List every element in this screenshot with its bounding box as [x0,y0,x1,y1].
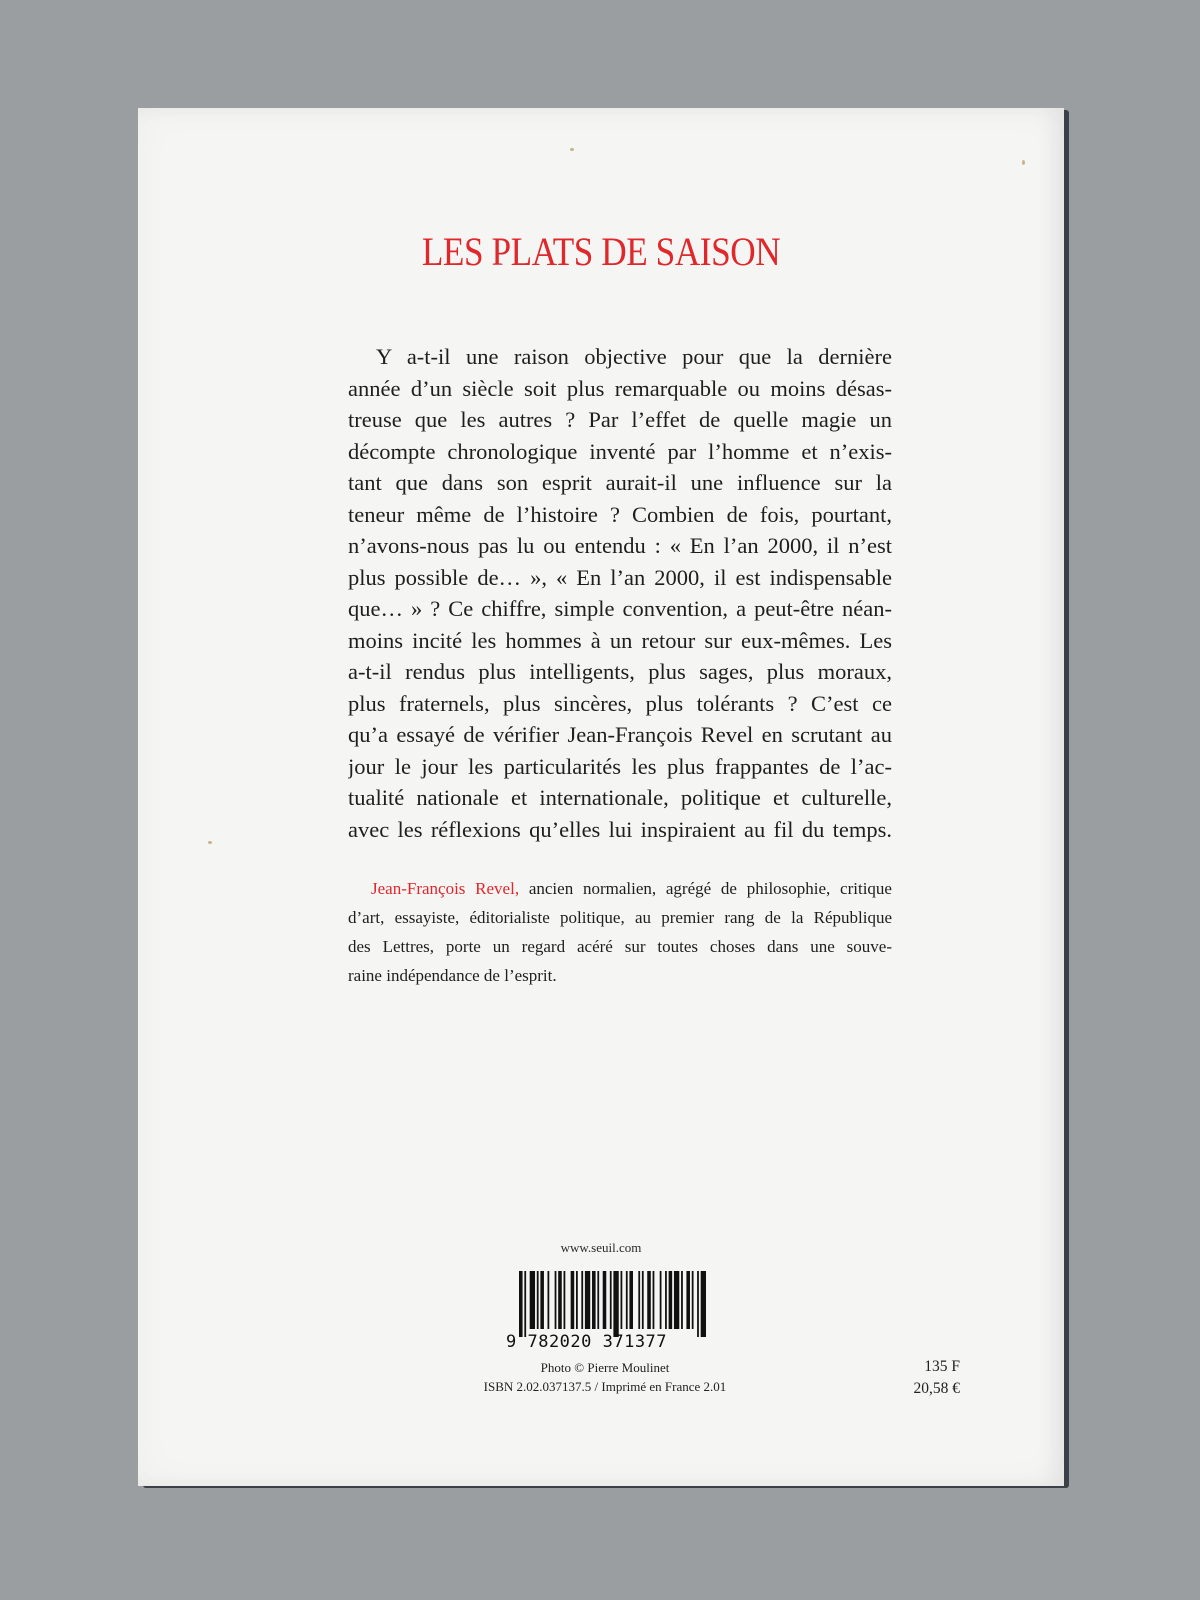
barcode-bar [524,1271,526,1337]
bio-line: des Lettres, porte un regard acéré sur toutes choses dans une souve- [348,937,892,956]
bio-line: d’art, essayiste, éditorialiste politique, au premier rang de la République [348,908,892,927]
barcode-bar [571,1271,575,1329]
paper-speck [208,841,212,844]
barcode-bar [697,1271,699,1337]
blurb-line: tant que dans son esprit aurait-il une influence sur la [348,470,892,495]
blurb-line: plus possible de… », « En l’an 2000, il est indispensable [348,564,892,590]
author-name: Jean-François Revel, [371,879,520,898]
blurb-line: qu’a essayé de vérifier Jean-François Revel en scrutant au [348,722,892,747]
barcode-bar [558,1271,562,1329]
book-back-cover [138,108,1064,1486]
barcode-bar [564,1271,566,1329]
barcode-bar [537,1271,539,1329]
barcode-bar [681,1271,683,1329]
blurb-line: plus fraternels, plus sincères, plus tolérants ? C’est ce [348,690,892,716]
barcode-bar [626,1271,628,1329]
publisher-website: www.seuil.com [560,1240,642,1255]
barcode-bar [621,1271,623,1329]
barcode-bar [547,1271,549,1329]
blurb-paragraph [348,341,892,845]
blurb-line: avec les réflexions qu’elles lui inspiraient au fil du temps. [348,816,892,842]
blurb-line: Y a-t-il une raison objective pour que la dernière [376,344,892,369]
author-bio [348,874,892,990]
price-block [890,1356,960,1400]
photo-credit: Photo © Pierre Moulinet [540,1360,670,1375]
barcode-bar [603,1271,607,1329]
blurb-line: que… » ? Ce chiffre, simple convention, a peut-être néan- [348,596,892,621]
barcode [506,1271,708,1352]
blurb-line: décompte chronologique inventé par l’homme et n’exis- [348,438,892,464]
barcode-bar [592,1271,596,1329]
barcode-bar [597,1271,599,1329]
barcode-bar [530,1271,535,1329]
barcode-bar [665,1271,667,1329]
bio-line: raine indépendance de l’esprit. [348,966,557,985]
book-title: LES PLATS DE SAISON [421,229,781,274]
barcode-number: 9 782020 371377 [506,1332,668,1352]
paper-speck [570,148,574,151]
blurb-line: moins incité les hommes à un retour sur eux-mêmes. Les [348,627,892,653]
blurb-line: n’avons-nous pas lu ou entendu : « En l’an 2000, il n’est [348,533,892,558]
barcode-bar [692,1271,694,1329]
barcode-bar [669,1271,673,1329]
barcode-bar [686,1271,690,1329]
bio-line-text: ancien normalien, agrégé de philosophie, critique [519,879,892,898]
blurb-line: année d’un siècle soit plus remarquable ou moins désas- [348,375,892,401]
isbn-line: ISBN 2.02.037137.5 / Imprimé en France 2.01 [483,1379,727,1394]
blurb-line: jour le jour les particularités les plus frappantes de l’ac- [348,753,892,779]
paper-speck [1022,160,1025,165]
barcode-bars [519,1271,707,1337]
blurb-line: treuse que les autres ? Par l’effet de quelle magie un [348,407,892,432]
barcode-bar [540,1271,544,1329]
barcode-bar [610,1271,612,1329]
barcode-bar [660,1271,662,1329]
barcode-bar [638,1271,640,1329]
price-francs: 135 F [924,1358,960,1375]
price-euros: 20,58 € [913,1380,960,1397]
barcode-bar [653,1271,655,1329]
barcode-bar [555,1271,557,1329]
barcode-bar [629,1271,633,1329]
barcode-bar [642,1271,644,1329]
barcode-bar [585,1271,590,1329]
barcode-bar [581,1271,583,1329]
blurb-line: a-t-il rendus plus intelligents, plus sages, plus moraux, [348,659,892,684]
barcode-bar [674,1271,679,1329]
barcode-bar [576,1271,578,1329]
bio-line [348,874,892,903]
barcode-bar [519,1271,523,1337]
barcode-bar [647,1271,651,1329]
barcode-bar [701,1271,706,1337]
blurb-line: teneur même de l’histoire ? Combien de fois, pourtant, [348,501,892,527]
blurb-line: tualité nationale et internationale, politique et culturelle, [348,785,892,810]
barcode-bar [613,1271,618,1337]
